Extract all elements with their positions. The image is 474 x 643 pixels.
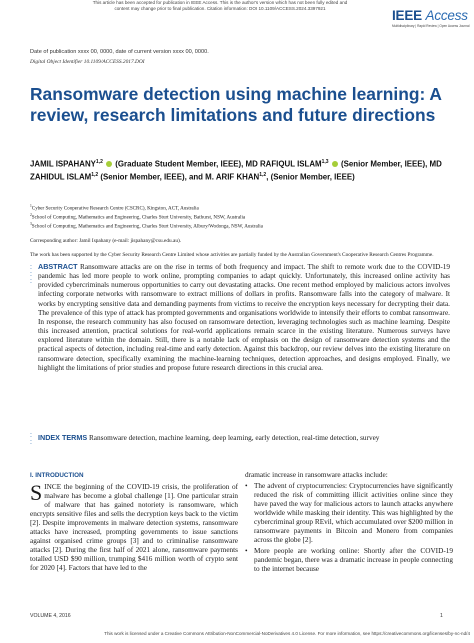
author-name: JAMIL ISPAHANY — [30, 159, 96, 169]
volume-label: VOLUME 4, 2016 — [30, 613, 71, 619]
author-sup: 1,2 — [95, 159, 103, 165]
affiliation-item: $^3$School of Computing, Mathematics and Engineering, Charles Sturt University, Albury/Wodonga, NSW, Australia — [30, 222, 263, 230]
abstract-block — [38, 262, 450, 373]
list-item — [245, 482, 453, 545]
abstract-label: ABSTRACT — [38, 262, 78, 271]
bullet-icon: • — [245, 482, 248, 491]
funding-note: The work has been supported by the Cyber Security Research Centre Limited whose activities are partially funded by the Australian Government's Cooperative Research Centres Programme. — [30, 252, 434, 258]
index-terms-marker: : : — [30, 432, 32, 446]
affiliation-item: $^1$Cyber Security Cooperative Research Centre (CSCRC), Kingston, ACT, Australia — [30, 204, 199, 212]
corresponding-author: Corresponding author: Jamil Ispahany (e-mail: jispahany@csu.edu.au). — [30, 238, 182, 244]
logo-access-text: Access — [425, 8, 468, 23]
author-sup: 1,2 — [259, 171, 267, 178]
page-number: 1 — [440, 613, 443, 619]
orcid-icon[interactable] — [106, 161, 112, 167]
list-item-text: The advent of cryptocurrencies: Cryptocurrencies have significantly reduced the risk of committing illicit activities online since they have paved the way for malicious actors to launch attacks anywhere worldwide while masking their identity. This was highlighted by the cybercriminal group REvil, which accumulated over $200 million in ransomware payments in Bitcoin and Monero from companies across the globe [2]. — [254, 482, 453, 545]
list-item — [245, 547, 453, 574]
drop-cap: S — [30, 480, 43, 506]
index-terms-block — [38, 433, 450, 443]
logo-tagline: Multidisciplinary | Rapid Review | Open Access Journal — [392, 24, 470, 28]
notice-line-1: This article has been accepted for publication in IEEE Access. This is the author's version which has not been fully edited and — [92, 0, 348, 5]
index-terms-text: Ransomware detection, machine learning, deep learning, early detection, real-time detection, survey — [88, 434, 380, 442]
section-heading: I. INTRODUCTION — [30, 472, 84, 479]
logo-ieee-text: IEEE — [392, 8, 422, 23]
notice-line-2: content may change prior to final publication. Citation information: DOI 10.1109/ACCESS.2024.3397921 — [114, 5, 326, 11]
left-column — [30, 471, 238, 574]
paper-title: Ransomware detection using machine learning: A review, research limitations and future directions — [30, 84, 442, 125]
author-list — [30, 157, 455, 182]
author-sup: 1,3 — [321, 159, 329, 165]
abstract-text: Ransomware attacks are on the rise in terms of both frequency and impact. The shift to remote work due to the COVID-19 pandemic has led more people to work online, prompting companies to adapt quickly. Unfortunately, this increased online activity has provided cybercriminals numerous opportunities to carry out devastating attacks. One recent method employed by malicious actors involves infecting corporate networks with ransomware to extract millions of dollars in profits. Ransomware falls into the category of malware. It works by encrypting sensitive data and demanding payments from victims to receive the encryption keys necessary for decrypting their data. The prevalence of this type of attack has prompted governments and organisations worldwide to intensify their efforts to combat ransomware. In response, the research community has also focused on ransomware detection, leveraging technologies such as machine learning. Despite this increased attention, practical solutions for real-world applications remain scarce in the existing literature. Numerous surveys have explored literature within the domain. Still, there is a notable lack of emphasis on the design of ransomware detection systems and the practical aspects of detection, including real-time and early detection. Against this backdrop, our review delves into the existing literature on ransomware detection, specifically examining the machine-learning techniques, detection approaches, and designs employed. Finally, we highlight the limitations of prior studies and propose future research directions in this crucial area. — [38, 263, 451, 372]
ieee-access-logo — [392, 8, 472, 34]
affiliations — [30, 203, 450, 230]
abstract-marker: : : : — [30, 264, 32, 285]
license-notice[interactable]: This work is licensed under a Creative Commons Attribution-NonCommercial-NoDerivatives 4.0 License. For more information, see https://creativecommons.org/licenses/by-nc-nd/4 — [104, 631, 470, 636]
index-terms-label: INDEX TERMS — [38, 433, 88, 442]
bullet-icon: • — [245, 547, 248, 556]
author-role: , (Senior Member, IEEE) — [266, 172, 355, 182]
author-sup: 1,2 — [91, 171, 99, 178]
intro-text: INCE the beginning of the COVID-19 crisis, the proliferation of malware has become a global challenge [1]. One particular strain of malware that has gained notoriety is ransomware, which encrypts sensitive files and sells the decryption keys back to the victim [2]. Despite improvements in malware detection systems, ransomware attacks have increased, prompting governments to issue sanctions against organised crime groups [3] and to criminalise ransomware attacks [2]. During the first half of 2021 alone, ransomware payments totalled USD $90 million, trumping $416 million worth of crypto sent for 2020 [4]. Factors that have led to the — [30, 483, 238, 573]
author-role: (Senior Member, IEEE), and M. ARIF KHAN — [100, 172, 260, 182]
right-column-lead: dramatic increase in ransomware attacks include: — [245, 471, 388, 479]
orcid-icon[interactable] — [332, 161, 338, 167]
list-item-text: More people are working online: Shortly after the COVID-19 pandemic began, there was a dramatic increase in people connecting to the internet because — [254, 547, 453, 574]
acceptance-notice — [60, 0, 380, 11]
publication-date: Date of publication xxxx 00, 0000, date of current version xxxx 00, 0000. — [30, 49, 209, 55]
right-column — [245, 471, 453, 575]
doi-identifier: Digital Object Identifier 10.1109/ACCESS.2017.DOI — [30, 59, 145, 65]
affiliation-item: $^2$School of Computing, Mathematics and Engineering, Charles Sturt University, Bathurst, NSW, Australia — [30, 213, 246, 221]
intro-paragraph — [30, 480, 238, 573]
author-role: (Graduate Student Member, IEEE), MD RAFIQUL ISLAM — [115, 159, 322, 169]
author-role: (Senior Member, IEEE), MD ZAHIDUL ISLAM — [30, 159, 442, 182]
